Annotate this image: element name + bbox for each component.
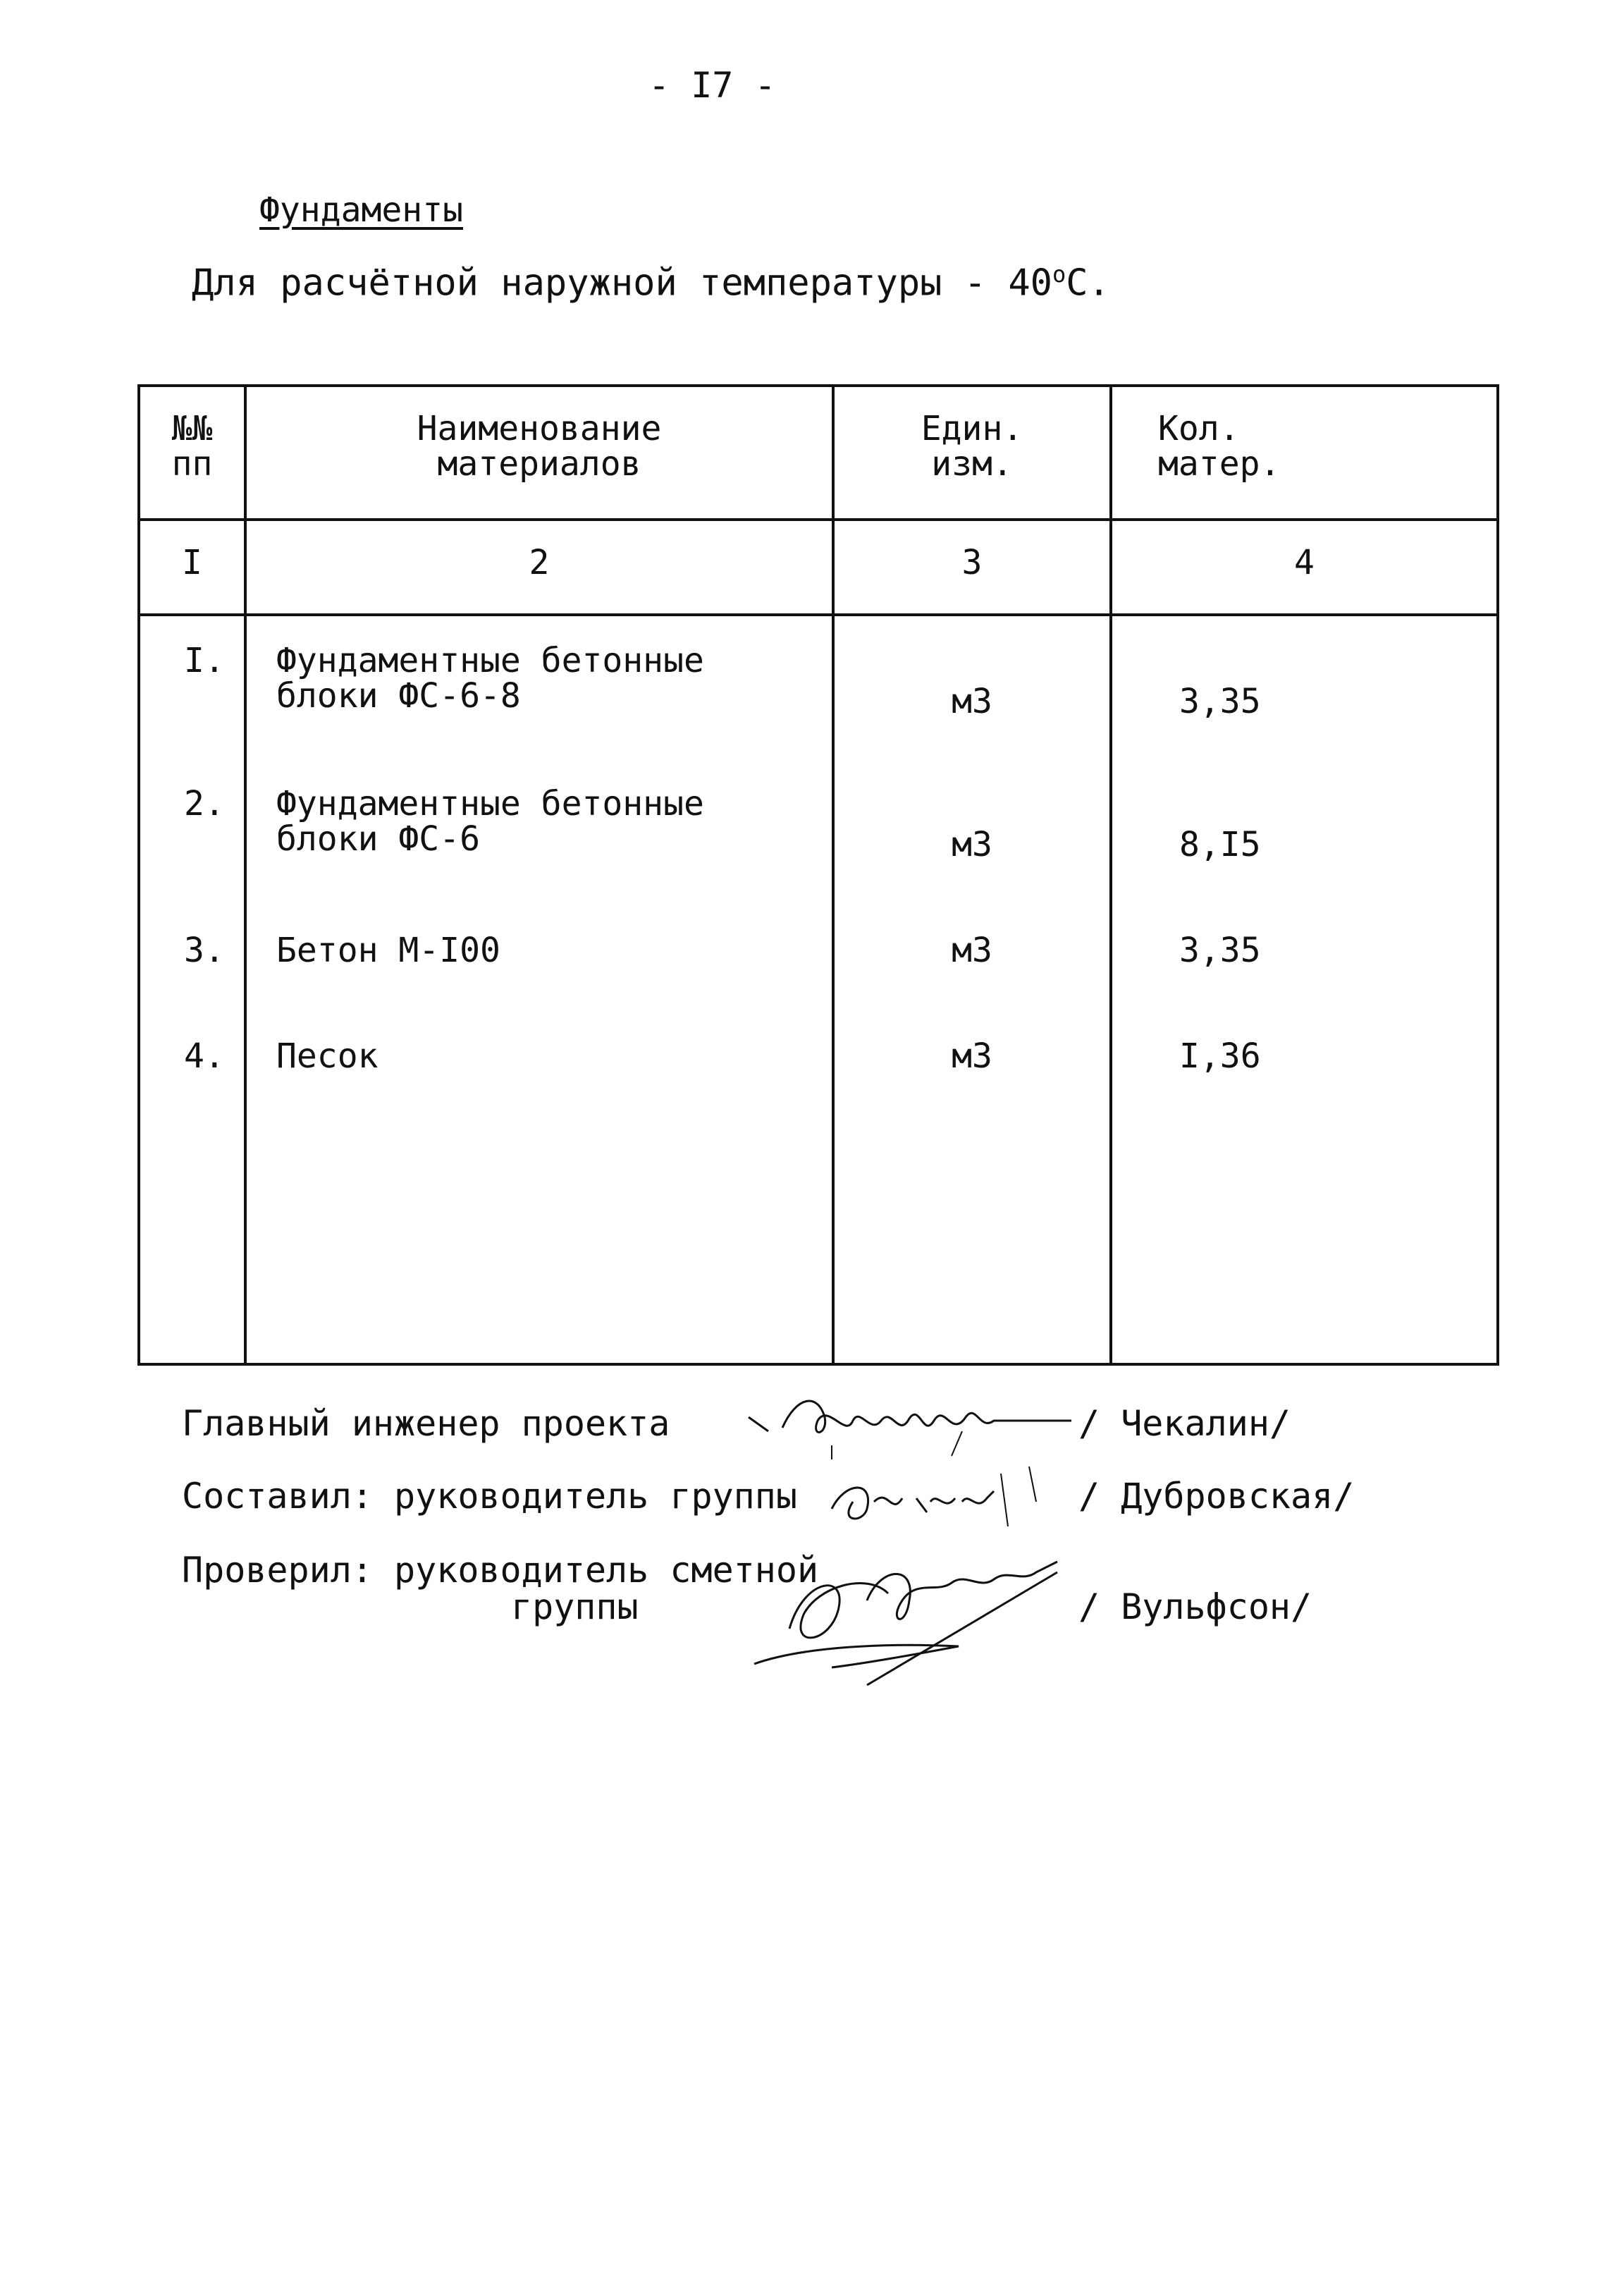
table-border-left (137, 384, 140, 1366)
row1-unit: м3 (952, 682, 992, 721)
table-divider-col3 (1109, 384, 1112, 1366)
row1-qty: 3,35 (1179, 682, 1261, 721)
row4-unit: м3 (952, 1036, 992, 1076)
header-num-line2: пп (171, 444, 213, 484)
table-divider-col2 (832, 384, 835, 1366)
table-header-divider (137, 518, 1499, 521)
row2-name-line1: Фундаментные бетонные (276, 784, 704, 823)
header-name (247, 411, 832, 482)
signature-chief-engineer-name: / Чекалин/ (1078, 1403, 1291, 1444)
table-divider-col1 (244, 384, 247, 1366)
row1-num: I. (184, 641, 225, 680)
row2-name-line2: блоки ФС-6 (276, 819, 480, 859)
colnum-4: 4 (1294, 543, 1315, 582)
signature-compiled-role: Составил: руководитель группы (182, 1476, 797, 1517)
row2-qty: 8,I5 (1179, 825, 1261, 864)
header-num-line1: №№ (171, 409, 213, 448)
header-unit-line1: Един. (921, 409, 1023, 448)
row3-num: 3. (184, 931, 225, 970)
handwritten-signature-3 (747, 1523, 1071, 1692)
row3-qty: 3,35 (1179, 931, 1261, 970)
table-colnum-divider (137, 613, 1499, 616)
header-name-line1: Наименование (417, 409, 662, 448)
table-border-right (1496, 384, 1499, 1366)
row2-num: 2. (184, 784, 225, 823)
signature-checked-role: Проверил: руководитель сметной (182, 1550, 819, 1591)
row2-name (276, 786, 704, 857)
colnum-1: I (182, 543, 202, 582)
row4-name: Песок (276, 1036, 379, 1076)
header-qty-line1: Кол. (1158, 409, 1240, 448)
subheading-text: Для расчётной наружной температуры - 40 (192, 262, 1052, 305)
subheading-unit: С. (1066, 262, 1110, 305)
header-qty (1158, 411, 1489, 482)
section-heading: Фундаменты (259, 190, 463, 230)
row1-name-line2: блоки ФС-6-8 (276, 676, 521, 716)
row4-num: 4. (184, 1036, 225, 1076)
row2-unit: м3 (952, 825, 992, 864)
header-unit-line2: изм. (931, 444, 1013, 484)
colnum-3: 3 (961, 543, 983, 582)
header-num (140, 411, 244, 482)
header-name-line2: материалов (437, 444, 641, 484)
header-unit (835, 411, 1109, 482)
signature-checked-name: / Вульфсон/ (1078, 1586, 1312, 1627)
row1-name (276, 643, 704, 714)
section-subheading (192, 261, 1110, 304)
row3-unit: м3 (952, 931, 992, 970)
degree-mark: o (1052, 261, 1066, 288)
row1-name-line1: Фундаментные бетонные (276, 641, 704, 680)
row3-name: Бетон М-I00 (276, 931, 500, 970)
table-border-bottom (137, 1363, 1499, 1366)
handwritten-signature-1 (740, 1389, 1078, 1467)
row4-qty: I,36 (1179, 1036, 1261, 1076)
page-number: - I7 - (648, 65, 776, 106)
header-qty-line2: матер. (1158, 444, 1281, 484)
table-border-top (137, 384, 1499, 387)
signature-compiled-name: / Дубровская/ (1078, 1476, 1355, 1517)
colnum-2: 2 (529, 543, 550, 582)
materials-table (137, 384, 1499, 1366)
signature-checked-role-line2: группы (511, 1586, 639, 1627)
signature-chief-engineer-role: Главный инженер проекта (182, 1403, 670, 1444)
